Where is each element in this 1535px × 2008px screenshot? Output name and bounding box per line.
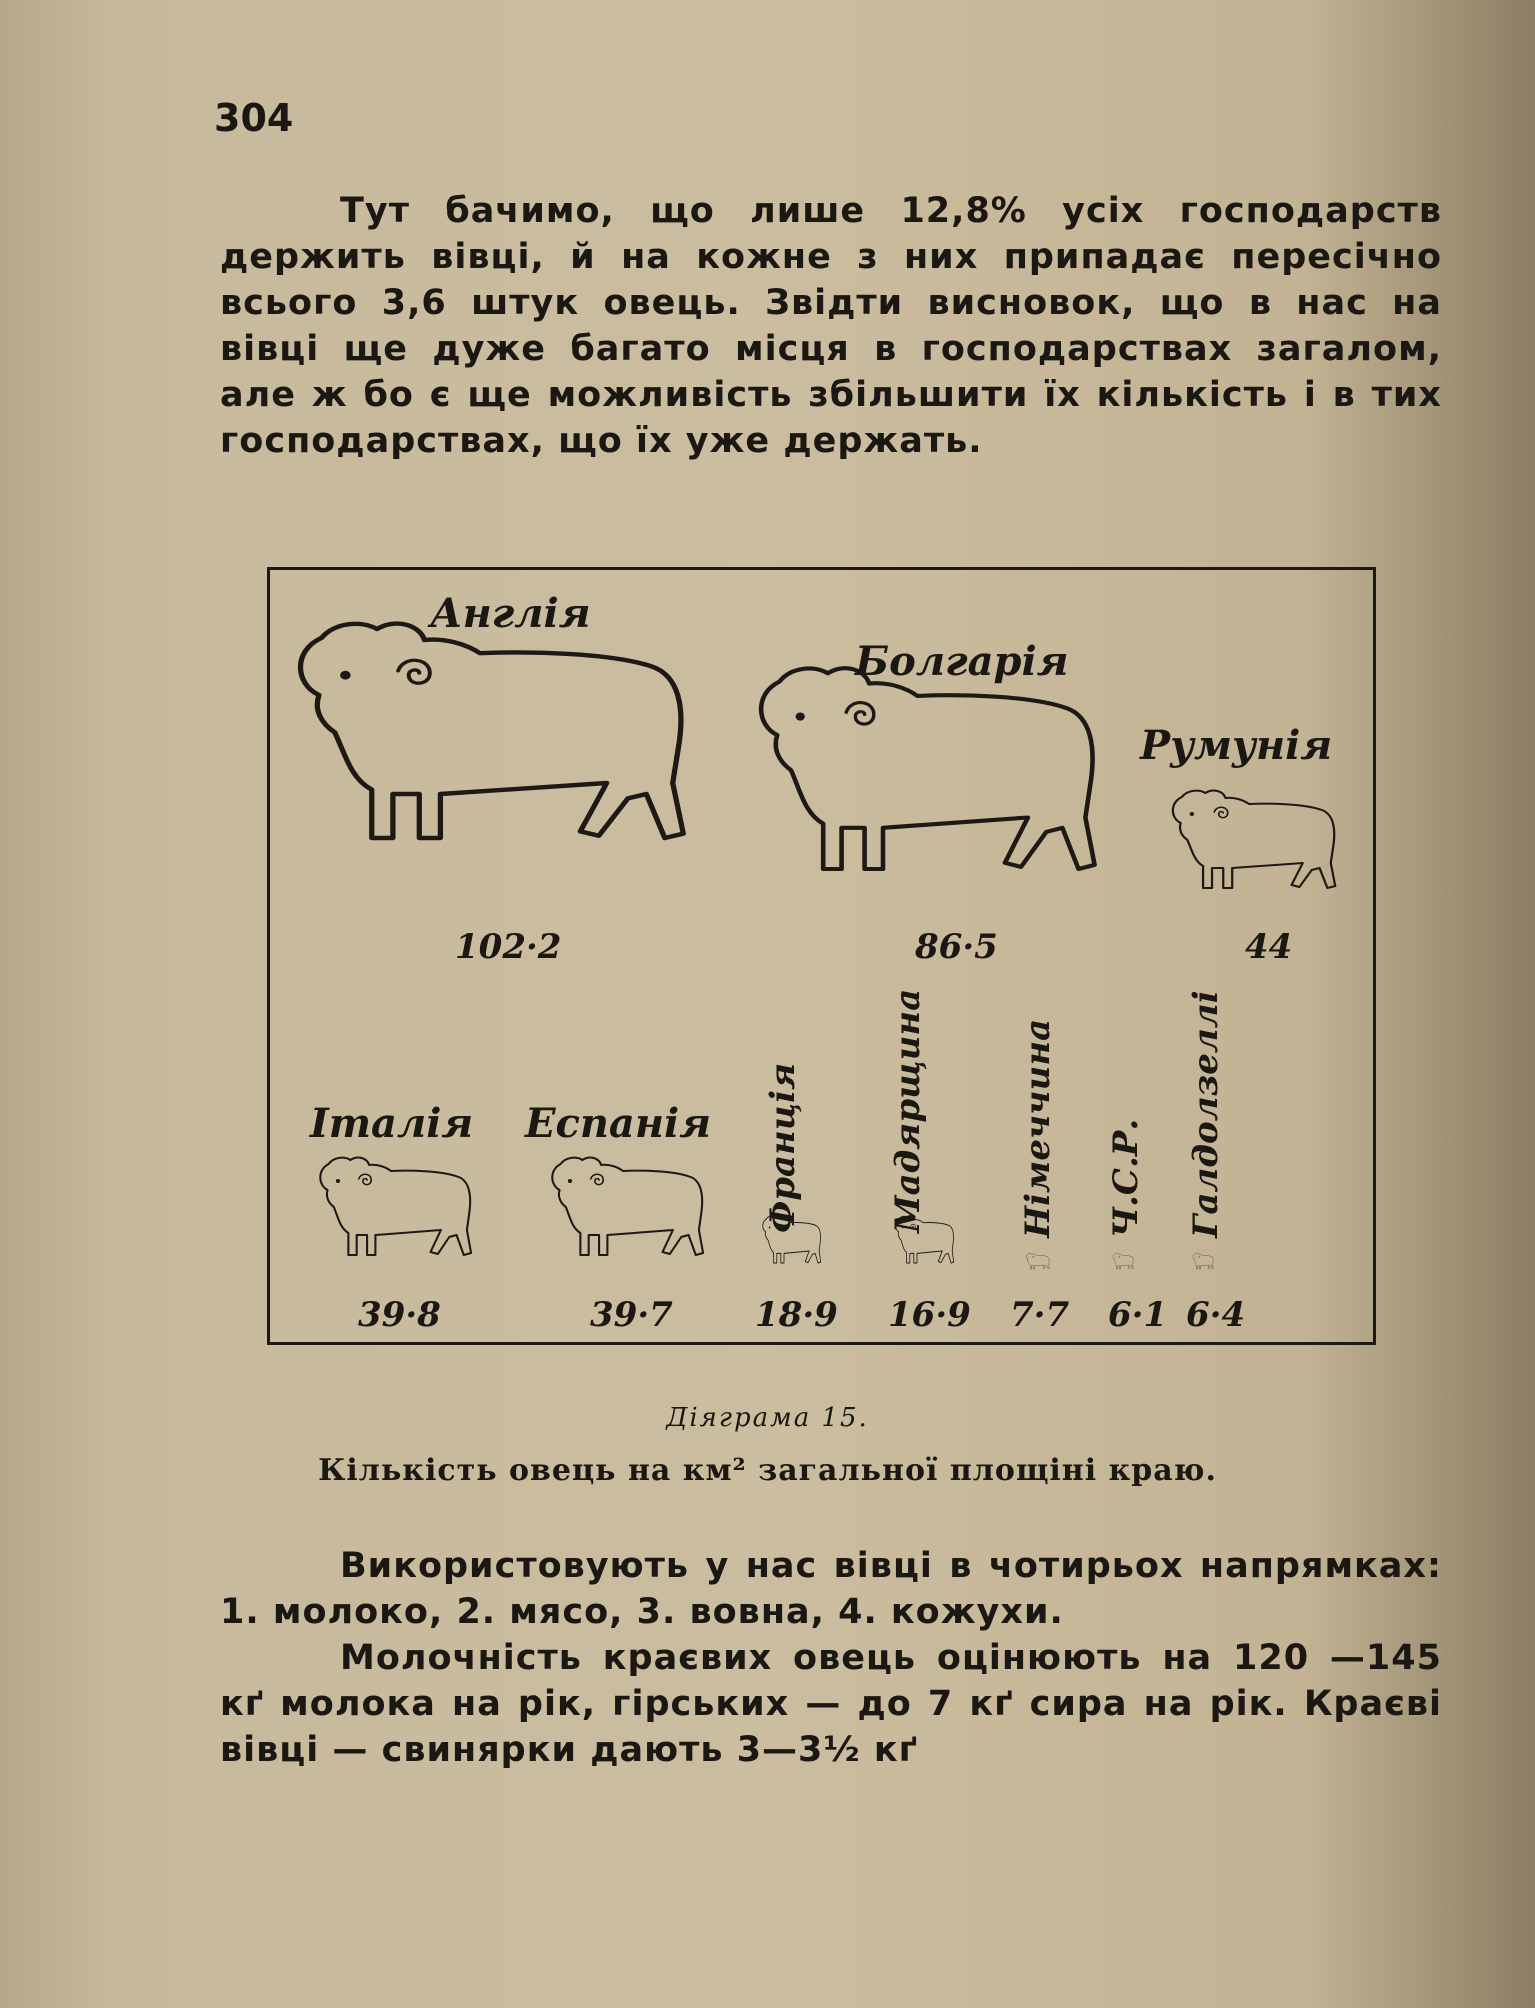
- sheep-csr: [1113, 1253, 1133, 1269]
- label-france: Франція: [763, 1062, 803, 1233]
- sheep-germany: [1026, 1253, 1049, 1269]
- paragraph-2: [220, 1543, 1442, 1773]
- label-galdolzelli: Галдолзеллі: [1186, 990, 1226, 1238]
- sheep-italy: [320, 1158, 471, 1255]
- value-hungary: 16·9: [888, 1295, 971, 1335]
- value-germany: 7·7: [1010, 1295, 1070, 1335]
- label-italy: Італія: [310, 1100, 474, 1147]
- diagram-caption: Кількість овець на км² загальної площіні краю.: [318, 1453, 1217, 1488]
- paragraph-1-text: Тут бачимо, що лише 12,8% усіх господарств держить вівці, й на кожне з них припадає пересічно всього 3,6 штук овець. Звідти висновок, що в нас на вівці ще дуже багато місця в господарствах загалом, але ж бо є ще можливість збільшити їх кількість і в тих господарствах, що їх уже держать.: [220, 191, 1442, 461]
- paragraph-2b-text: Молочність краєвих овець оцінюють на 120 —145 кґ молока на рік, гірських — до 7 кґ сира на рік. Краєві вівці — свинярки дають 3—3½ кґ: [220, 1638, 1442, 1770]
- value-bulgaria: 86·5: [915, 927, 998, 967]
- label-csr: Ч.С.Р.: [1106, 1118, 1146, 1238]
- sheep-bulgaria: [761, 668, 1095, 869]
- paragraph-2a-text: Використовують у нас вівці в чотирьох напрямках: 1. молоко, 2. мясо, 3. вовна, 4. кожухи.: [220, 1546, 1442, 1632]
- value-england: 102·2: [455, 927, 562, 967]
- diagram-title: Діяграма 15.: [666, 1403, 869, 1433]
- label-england: Англія: [430, 590, 591, 637]
- value-france: 18·9: [755, 1295, 838, 1335]
- value-spain: 39·7: [590, 1295, 673, 1335]
- label-bulgaria: Болгарія: [855, 638, 1069, 685]
- label-hungary: Мадярщина: [888, 988, 928, 1233]
- sheep-spain: [552, 1158, 703, 1255]
- value-csr: 6·1: [1108, 1295, 1168, 1335]
- sheep-galdolzelli: [1193, 1253, 1213, 1269]
- sheep-romania: [1173, 791, 1335, 888]
- value-italy: 39·8: [358, 1295, 441, 1335]
- diagram-frame: [267, 567, 1376, 1345]
- paragraph-1: [220, 188, 1442, 464]
- label-germany: Німеччина: [1018, 1018, 1058, 1238]
- value-romania: 44: [1245, 927, 1293, 967]
- page-number: 304: [214, 96, 294, 140]
- label-romania: Румунія: [1140, 722, 1333, 769]
- value-galdolzelli: 6·4: [1186, 1295, 1246, 1335]
- sheep-england: [300, 624, 683, 838]
- label-spain: Еспанія: [525, 1100, 712, 1147]
